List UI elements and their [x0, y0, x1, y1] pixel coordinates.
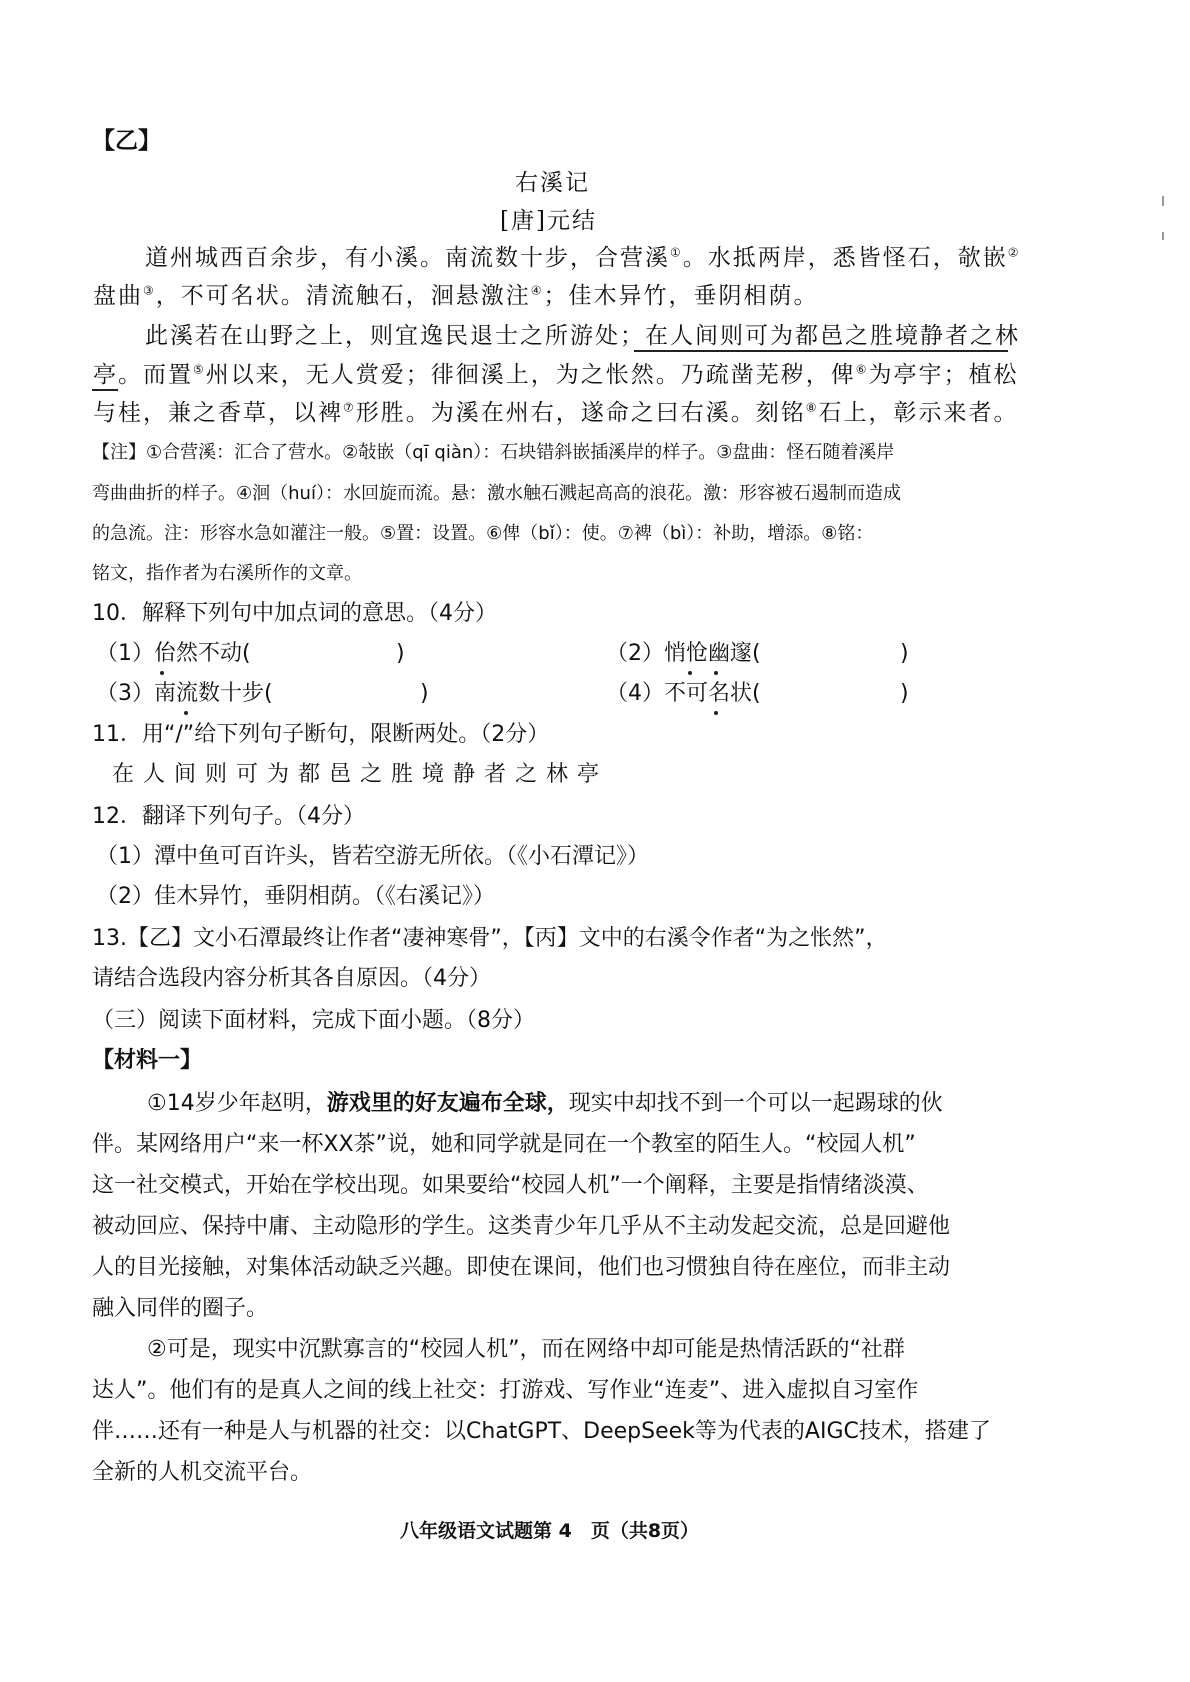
- material-p1-line-4: 被动回应、保持中庸、主动隐形的学生。这类青少年几乎从不主动发起交流，总是回避他: [92, 1214, 951, 1239]
- question-13-line-1: 13.【乙】文小石潭最终让作者“凄神寒骨”，【丙】文中的右溪令作者“为之怅然”，: [92, 926, 888, 951]
- passage-line-2: 盘曲③，不可名状。清流触石，洄悬激注④；佳木异竹，垂阴相荫。: [93, 283, 819, 309]
- section-three-heading: （三）阅读下面材料，完成下面小题。（8分）: [92, 1008, 535, 1033]
- q10-item-2: （2）悄怆幽邃(: [606, 641, 761, 666]
- emphasis-dot: [184, 711, 188, 715]
- passage-title: 右溪记: [515, 170, 590, 196]
- material-p1-line-2: 伴。某网络用户“来一杯XX茶”说，她和同学就是同在一个教室的陌生人。“校园人机”: [92, 1132, 916, 1157]
- material-p2-line-2: 达人”。他们有的是真人之间的线上社交：打游戏、写作业“连麦”、进入虚拟自习室作: [92, 1378, 919, 1403]
- emphasis-dot: [714, 711, 718, 715]
- q12-item-1: （1）潭中鱼可百许头，皆若空游无所依。（《小石潭记》）: [96, 844, 649, 869]
- q11-sentence: 在人间则可为都邑之胜境静者之林亭: [112, 762, 609, 787]
- material-p2-line-4: 全新的人机交流平台。: [92, 1460, 313, 1485]
- question-11: 11．用“/”给下列句子断句，限断两处。（2分）: [92, 722, 550, 747]
- q10-item-4: （4）不可名状(: [606, 681, 761, 706]
- page-footer: 八年级语文试题第 4 页（共8页）: [400, 1520, 700, 1542]
- underline-1: [634, 350, 1008, 352]
- question-12: 12．翻译下列句子。（4分）: [92, 804, 365, 829]
- q10-item-1: （1）佁然不动(: [96, 641, 251, 666]
- note-line-4: 铭文，指作者为右溪所作的文章。: [92, 563, 362, 584]
- question-13-line-2: 请结合选段内容分析其各自原因。（4分）: [92, 966, 491, 991]
- note-line-3: 的急流。注：形容水急如灌注一般。⑤置：设置。⑥俾（bǐ）：使。⑦裨（bì）：补助，增添。⑧铭：: [92, 523, 874, 544]
- material-label: 【材料一】: [92, 1048, 203, 1073]
- q10-item-3: （3）南流数十步(: [96, 681, 273, 706]
- material-p1-line-5: 人的目光接触，对集体活动缺乏兴趣。即使在课间，他们也习惯独自待在座位，而非主动: [92, 1255, 951, 1280]
- material-p2-line-1: ②可是，现实中沉默寡言的“校园人机”，而在网络中却可能是热情活跃的“社群: [147, 1337, 905, 1362]
- emphasis-dot: [160, 671, 164, 675]
- q12-item-2: （2）佳木异竹，垂阴相荫。（《右溪记》）: [96, 884, 495, 909]
- material-p1-line-1: ①14岁少年赵明，游戏里的好友遍布全球，现实中却找不到一个可以一起踢球的伙: [147, 1091, 943, 1116]
- passage-author: [唐]元结: [500, 208, 597, 234]
- scan-mark: [1162, 196, 1164, 206]
- scan-mark: [1162, 232, 1164, 240]
- passage-line-4: 亭。而置⑤州以来，无人赏爱；徘徊溪上，为之怅然。乃疏凿芜秽，俾⑥为亭宇；植松: [93, 362, 1019, 388]
- material-p2-line-3: 伴……还有一种是人与机器的社交：以ChatGPT、DeepSeek等为代表的AIGC技术，搭建了: [92, 1419, 991, 1444]
- q10-item-1-close: ): [396, 641, 405, 666]
- passage-line-1: 道州城西百余步，有小溪。南流数十步，合营溪①。水抵两岸，悉皆怪石，欹嵌②: [145, 245, 1021, 271]
- section-marker: 【乙】: [92, 128, 161, 154]
- material-p1-line-3: 这一社交模式，开始在学校出现。如果要给“校园人机”一个阐释，主要是指情绪淡漠、: [92, 1173, 929, 1198]
- passage-line-3: 此溪若在山野之上，则宜逸民退士之所游处；在人间则可为都邑之胜境静者之林: [145, 323, 1020, 349]
- material-p1-line-6: 融入同伴的圈子。: [92, 1296, 269, 1321]
- emphasis-dot: [688, 671, 692, 675]
- q10-item-4-close: ): [900, 681, 909, 706]
- underline-2: [92, 389, 118, 391]
- question-10: 10．解释下列句中加点词的意思。（4分）: [92, 601, 497, 626]
- note-line-2: 弯曲曲折的样子。④洄（huí）：水回旋而流。悬：激水触石溅起高高的浪花。激：形容被石遏制而造成: [92, 483, 901, 504]
- note-line-1: 【注】①合营溪：汇合了营水。②敧嵌（qī qiàn）：石块错斜嵌插溪岸的样子。③盘曲：怪石随着溪岸: [92, 442, 895, 463]
- q10-item-3-close: ): [420, 681, 429, 706]
- emphasis-dot: [714, 671, 718, 675]
- passage-line-5: 与桂，兼之香草，以裨⑦形胜。为溪在州右，遂命之曰右溪。刻铭⑧石上，彰示来者。: [93, 400, 1019, 426]
- q10-item-2-close: ): [900, 641, 909, 666]
